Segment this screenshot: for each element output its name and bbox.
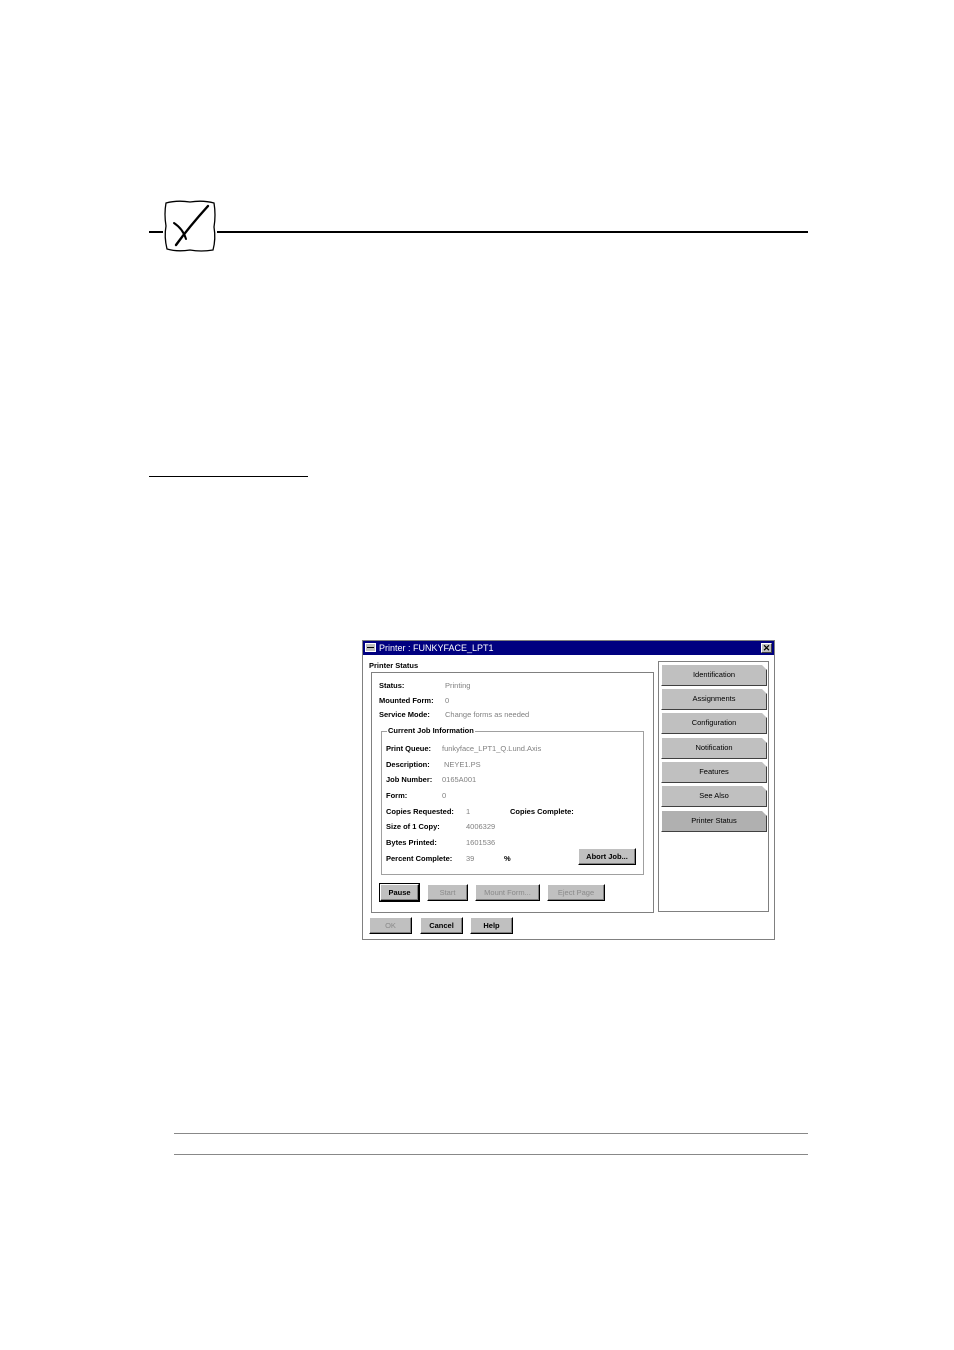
percent-complete-label: Percent Complete: xyxy=(386,854,453,863)
status-label: Status: xyxy=(379,681,405,690)
system-menu-icon[interactable] xyxy=(365,643,376,652)
abort-job-button[interactable]: Abort Job... xyxy=(578,848,636,865)
footer-rule-top xyxy=(174,1133,808,1134)
checkmark-logo-icon xyxy=(163,199,217,253)
window-title: Printer : FUNKYFACE_LPT1 xyxy=(379,643,494,653)
service-mode-value: Change forms as needed xyxy=(445,710,530,719)
header-rule-right xyxy=(217,231,808,233)
help-button[interactable]: Help xyxy=(470,917,513,934)
tab-see-also[interactable]: See Also xyxy=(661,785,767,807)
service-mode-label: Service Mode: xyxy=(379,710,430,719)
tab-configuration[interactable]: Configuration xyxy=(661,712,767,734)
form-value: 0 xyxy=(442,791,447,800)
status-value: Printing xyxy=(445,681,471,690)
printer-status-panel xyxy=(371,672,654,913)
description-value: NEYE1.PS xyxy=(444,760,481,769)
title-bar[interactable] xyxy=(363,641,774,655)
tab-identification[interactable]: Identification xyxy=(661,664,767,686)
mounted-form-label: Mounted Form: xyxy=(379,696,434,705)
tab-features[interactable]: Features xyxy=(661,761,767,783)
copies-requested-label: Copies Requested: xyxy=(386,807,454,816)
tab-assignments[interactable]: Assignments xyxy=(661,688,767,710)
bytes-printed-label: Bytes Printed: xyxy=(386,838,437,847)
header-rule-left xyxy=(149,231,163,233)
copies-requested-value: 1 xyxy=(466,807,471,816)
size-of-copy-value: 4006329 xyxy=(466,822,496,831)
cancel-button[interactable]: Cancel xyxy=(420,917,463,934)
percent-complete-value: 39 xyxy=(466,854,475,863)
close-button[interactable]: ✕ xyxy=(762,643,771,653)
description-label: Description: xyxy=(386,760,430,769)
form-label: Form: xyxy=(386,791,408,800)
job-group-title: Current Job Information xyxy=(388,726,474,735)
printer-dialog xyxy=(362,640,775,940)
print-queue-value: funkyface_LPT1_Q.Lund.Axis xyxy=(442,744,542,753)
percent-unit: % xyxy=(504,854,511,863)
ok-button[interactable]: OK xyxy=(369,917,412,934)
footer-rule-bottom xyxy=(174,1154,808,1155)
current-job-group xyxy=(381,726,644,875)
job-number-value: 0165A001 xyxy=(442,775,477,784)
mount-form-button[interactable]: Mount Form... xyxy=(475,884,540,901)
section-rule xyxy=(149,476,308,477)
tab-notification[interactable]: Notification xyxy=(661,737,767,759)
page-tabs-panel xyxy=(658,661,769,912)
mounted-form-value: 0 xyxy=(445,696,450,705)
tab-printer-status[interactable]: Printer Status xyxy=(661,810,767,832)
pause-button[interactable]: Pause xyxy=(380,884,419,901)
start-button[interactable]: Start xyxy=(427,884,468,901)
bytes-printed-value: 1601536 xyxy=(466,838,496,847)
eject-page-button[interactable]: Eject Page xyxy=(547,884,605,901)
job-number-label: Job Number: xyxy=(386,775,433,784)
panel-title: Printer Status xyxy=(369,661,419,670)
copies-complete-label: Copies Complete: xyxy=(510,807,574,816)
print-queue-label: Print Queue: xyxy=(386,744,432,753)
size-of-copy-label: Size of 1 Copy: xyxy=(386,822,440,831)
